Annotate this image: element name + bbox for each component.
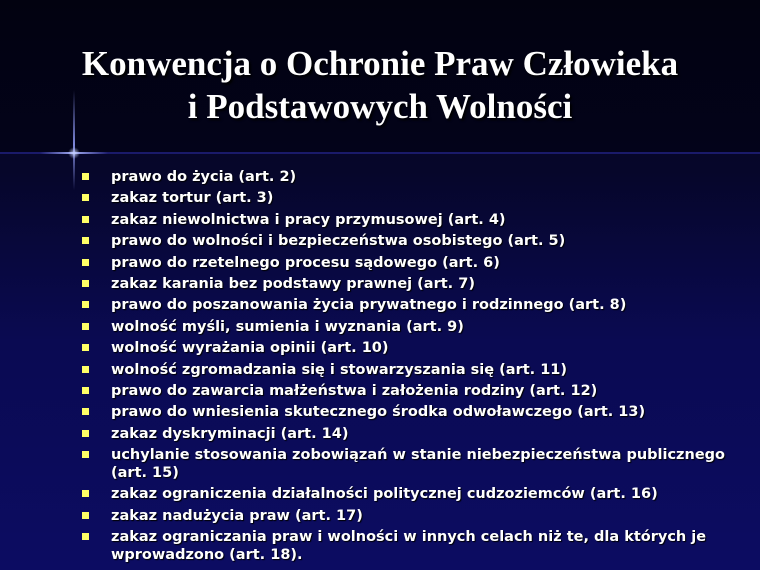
square-bullet-icon (82, 387, 89, 394)
list-item-text: zakaz ograniczania praw i wolności w innych celach niż te, dla których je wprowadzono (art. 18). (111, 529, 707, 564)
slide-title (0, 42, 760, 128)
list-item (82, 382, 747, 400)
list-item (82, 168, 747, 186)
list-item (82, 528, 747, 564)
square-bullet-icon (82, 366, 89, 373)
list-item-text: zakaz niewolnictwa i pracy przymusowej (art. 4) (111, 211, 506, 228)
list-item (82, 403, 747, 421)
list-item (82, 339, 747, 357)
square-bullet-icon (82, 512, 89, 519)
square-bullet-icon (82, 533, 89, 540)
list-item-text: prawo do poszanowania życia prywatnego i rodzinnego (art. 8) (111, 297, 627, 314)
list-item (82, 232, 747, 250)
list-item (82, 275, 747, 293)
square-bullet-icon (82, 280, 89, 287)
square-bullet-icon (82, 490, 89, 497)
rights-list (82, 168, 747, 568)
square-bullet-icon (82, 301, 89, 308)
list-item-text: wolność zgromadzania się i stowarzyszania się (art. 11) (111, 361, 568, 378)
square-bullet-icon (82, 173, 89, 180)
list-item (82, 425, 747, 443)
square-bullet-icon (82, 344, 89, 351)
list-item-text: zakaz karania bez podstawy prawnej (art. 7) (111, 275, 475, 292)
square-bullet-icon (82, 323, 89, 330)
list-item-text: prawo do wniesienia skutecznego środka odwoławczego (art. 13) (111, 404, 646, 421)
list-item-text: prawo do rzetelnego procesu sądowego (art. 6) (111, 254, 500, 271)
title-band-edge (0, 152, 760, 154)
list-item (82, 485, 747, 503)
square-bullet-icon (82, 237, 89, 244)
list-item (82, 318, 747, 336)
list-item-text: prawo do zawarcia małżeństwa i założenia rodziny (art. 12) (111, 382, 598, 399)
slide-title-line-2: i Podstawowych Wolności (187, 87, 573, 126)
list-item-text: zakaz ograniczenia działalności politycznej cudzoziemców (art. 16) (111, 486, 658, 503)
list-item-text: prawo do życia (art. 2) (111, 169, 297, 185)
list-item-text: zakaz tortur (art. 3) (111, 190, 274, 207)
list-item (82, 446, 747, 482)
list-item (82, 361, 747, 379)
list-item (82, 211, 747, 229)
slide-title-line-1: Konwencja o Ochronie Praw Człowieka (81, 44, 679, 83)
square-bullet-icon (82, 259, 89, 266)
list-item-text: zakaz dyskryminacji (art. 14) (111, 425, 349, 442)
decorative-cross-glow (68, 147, 80, 159)
list-item (82, 189, 747, 207)
list-item (82, 254, 747, 272)
list-item-text: zakaz nadużycia praw (art. 17) (111, 507, 363, 524)
square-bullet-icon (82, 451, 89, 458)
list-item (82, 296, 747, 314)
square-bullet-icon (82, 430, 89, 437)
list-item-text: wolność wyrażania opinii (art. 10) (111, 340, 389, 357)
square-bullet-icon (82, 194, 89, 201)
list-item (82, 507, 747, 525)
square-bullet-icon (82, 216, 89, 223)
list-item-text: wolność myśli, sumienia i wyznania (art. 9) (111, 318, 464, 335)
square-bullet-icon (82, 408, 89, 415)
list-item-text: uchylanie stosowania zobowiązań w stanie niebezpieczeństwa publicznego (art. 15) (111, 447, 725, 482)
list-item-text: prawo do wolności i bezpieczeństwa osobistego (art. 5) (111, 233, 566, 250)
